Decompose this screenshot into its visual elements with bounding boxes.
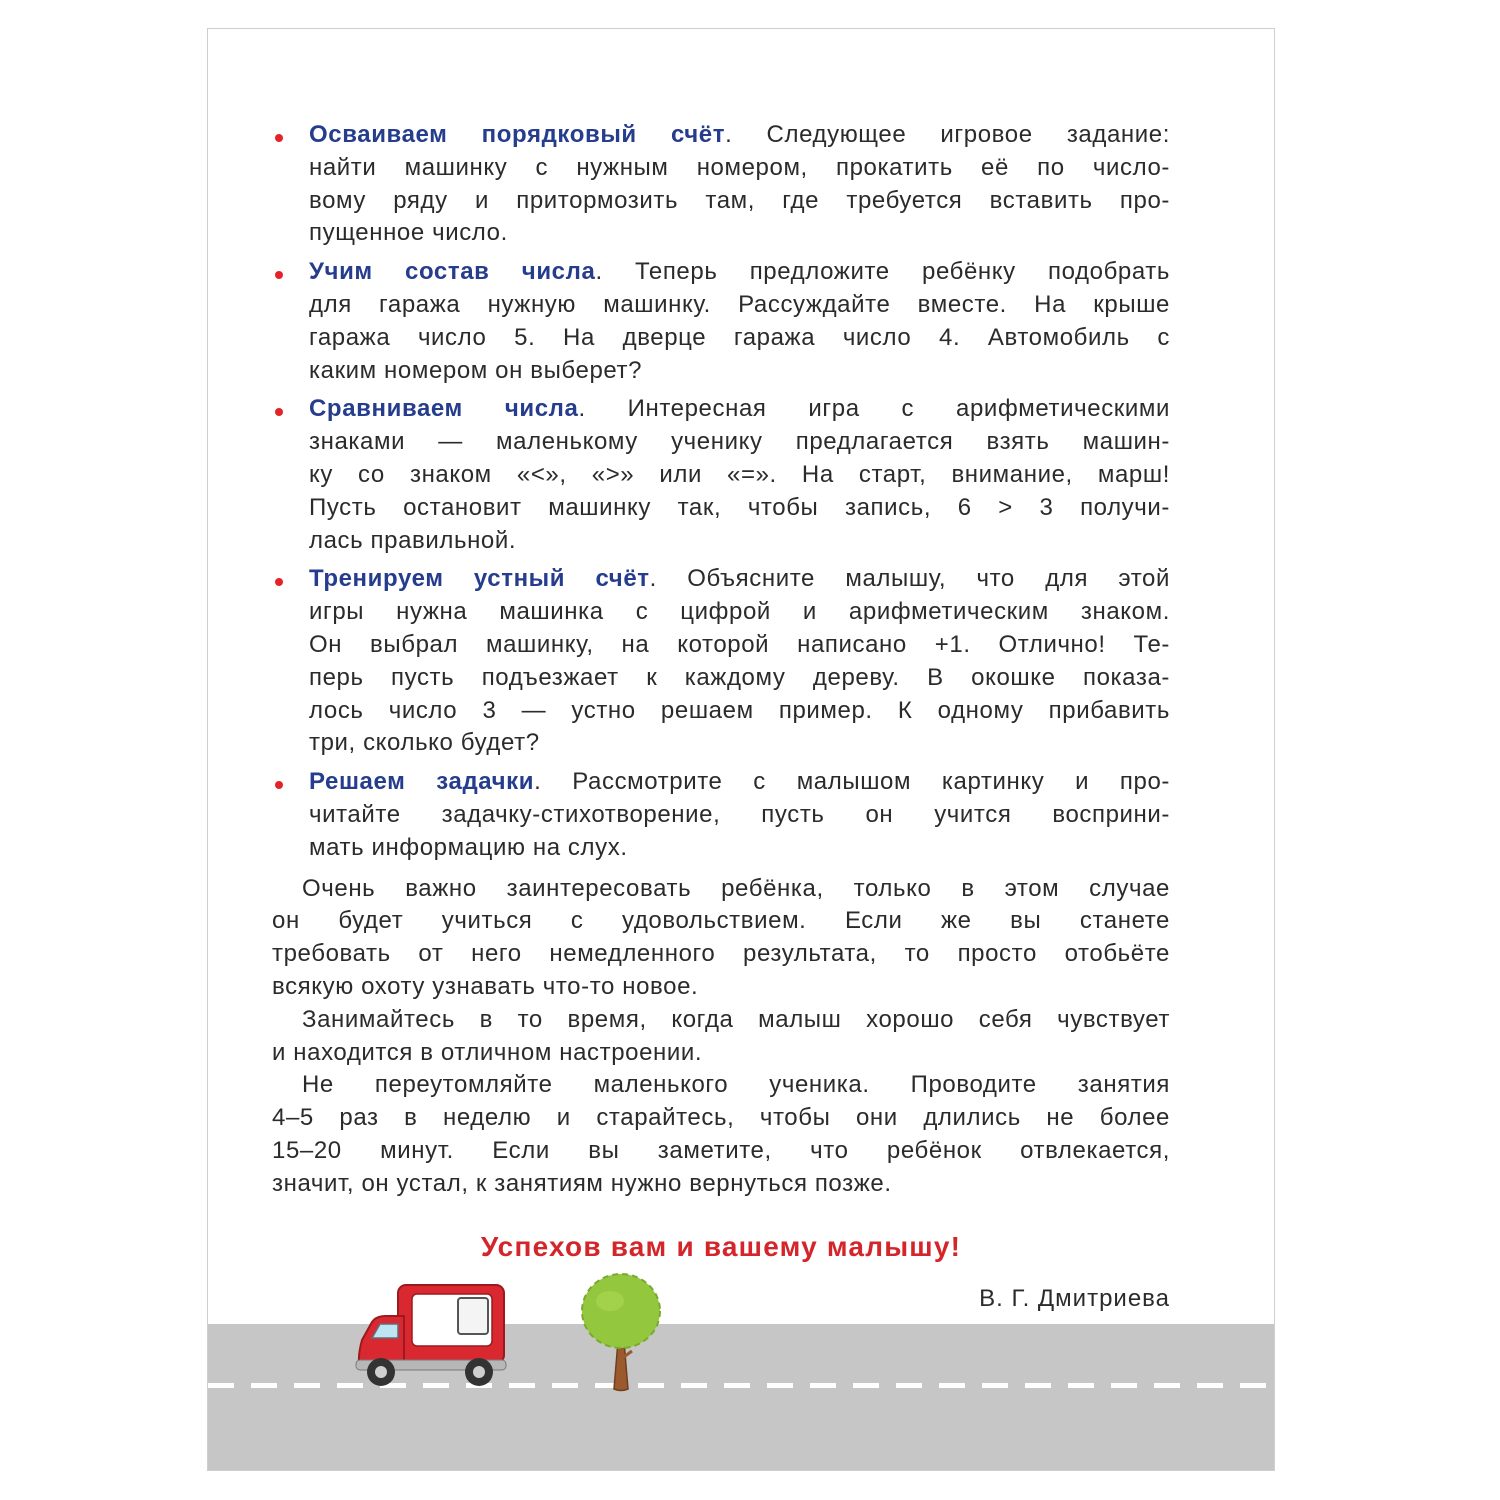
text-line: 4–5 раз в неделю и старайтесь, чтобы они длились не более	[272, 1104, 1170, 1132]
text-line	[309, 596, 1170, 629]
text-line	[309, 393, 1170, 426]
text-line	[309, 525, 1170, 558]
bullet-term: Тренируем устный счёт	[309, 565, 650, 593]
text-line: Очень важно заинтересовать ребёнка, только в этом случае	[302, 874, 1170, 902]
paragraph	[272, 1069, 1170, 1200]
line-text: . Следующее игровое задание:	[725, 121, 1170, 148]
text-line	[309, 629, 1170, 662]
line-text: мать информацию на слух.	[309, 833, 628, 861]
text-line	[309, 459, 1170, 492]
bullet-term: Осваиваем порядковый счёт	[309, 121, 726, 148]
text-line: значит, он устал, к занятиям нужно вернуться позже.	[272, 1169, 892, 1197]
line-text: Он выбрал машинку, на которой написано +1. Отлично! Те-	[309, 630, 1170, 658]
tree-icon	[580, 1271, 662, 1396]
text-line	[309, 492, 1170, 525]
line-text: три, сколько будет?	[309, 729, 540, 757]
bullet-term: Учим состав числа	[309, 258, 596, 286]
line-text: знаками — маленькому ученику предлагается взять машин-	[309, 428, 1170, 456]
bullet-item	[272, 119, 1170, 250]
author-name: В. Г. Дмитриева	[979, 1284, 1170, 1312]
line-text: гаража число 5. На дверце гаража число 4. Автомобиль с	[309, 323, 1170, 351]
text-line	[309, 426, 1170, 459]
line-text: читайте задачку-стихотворение, пусть он учится восприни-	[309, 800, 1170, 828]
page-content	[272, 119, 1170, 1313]
paragraph	[272, 873, 1170, 1004]
line-text: для гаража нужную машинку. Рассуждайте вместе. На крыше	[309, 290, 1170, 318]
text-line	[309, 217, 1170, 250]
text-line	[309, 256, 1170, 289]
line-text: Пусть остановит машинку так, чтобы запись, 6 > 3 получи-	[309, 493, 1170, 521]
text-line	[309, 322, 1170, 355]
line-text: каким номером он выберет?	[309, 356, 643, 384]
bullet-dot-icon	[275, 578, 283, 586]
text-line	[309, 185, 1170, 218]
text-line: он будет учиться с удовольствием. Если же вы станете	[272, 907, 1170, 935]
bullet-item	[272, 563, 1170, 760]
line-text: . Рассмотрите с малышом картинку и про-	[534, 768, 1170, 796]
bullet-item	[272, 256, 1170, 387]
text-line: Не переутомляйте маленького ученика. Проводите занятия	[302, 1071, 1170, 1099]
line-text: ку со знаком «<», «>» или «=». На старт, внимание, марш!	[309, 460, 1170, 488]
text-line: требовать от него немедленного результата, то просто отобьёте	[272, 940, 1170, 968]
bullet-dot-icon	[275, 271, 283, 279]
text-line: всякую охоту узнавать что-то новое.	[272, 972, 699, 1000]
bullet-term: Сравниваем числа	[309, 395, 579, 423]
text-line	[309, 727, 1170, 760]
text-line: 15–20 минут. Если вы заметите, что ребёнок отвлекается,	[272, 1136, 1170, 1164]
text-line	[309, 355, 1170, 388]
bullet-dot-icon	[275, 134, 283, 142]
bullet-dot-icon	[275, 408, 283, 416]
bullet-dot-icon	[275, 781, 283, 789]
text-line	[309, 289, 1170, 322]
red-van-icon	[354, 1280, 510, 1392]
bullet-item	[272, 393, 1170, 557]
text-line	[309, 832, 1170, 865]
line-text: перь пусть подъезжает к каждому дереву. В окошке показа-	[309, 663, 1170, 691]
text-line	[309, 119, 1170, 152]
line-text: игры нужна машинка с цифрой и арифметическим знаком.	[309, 598, 1170, 626]
line-text: пущенное число.	[309, 219, 508, 247]
line-text: . Теперь предложите ребёнку подобрать	[595, 258, 1170, 286]
line-text: лась правильной.	[309, 526, 517, 554]
bullet-term: Решаем задачки	[309, 768, 535, 796]
text-line	[309, 662, 1170, 695]
paragraph	[272, 1004, 1170, 1070]
line-text: лось число 3 — устно решаем пример. К одному прибавить	[309, 696, 1170, 724]
text-line	[309, 766, 1170, 799]
text-line	[309, 152, 1170, 185]
activity-list	[272, 119, 1170, 865]
text-line	[309, 695, 1170, 728]
advice-paragraphs	[272, 873, 1170, 1201]
line-text: вому ряду и притормозить там, где требуется вставить про-	[309, 186, 1170, 214]
text-line	[309, 799, 1170, 832]
text-line: и находится в отличном настроении.	[272, 1038, 703, 1066]
line-text: найти машинку с нужным номером, прокатить её по число-	[309, 153, 1170, 181]
bullet-item	[272, 766, 1170, 864]
text-line: Занимайтесь в то время, когда малыш хорошо себя чувствует	[302, 1005, 1170, 1033]
closing-wish: Успехов вам и вашему малышу!	[480, 1230, 962, 1262]
book-page	[207, 28, 1275, 1471]
text-line	[309, 563, 1170, 596]
line-text: . Интересная игра с арифметическими	[578, 395, 1171, 423]
line-text: . Объясните малышу, что для этой	[649, 565, 1170, 593]
